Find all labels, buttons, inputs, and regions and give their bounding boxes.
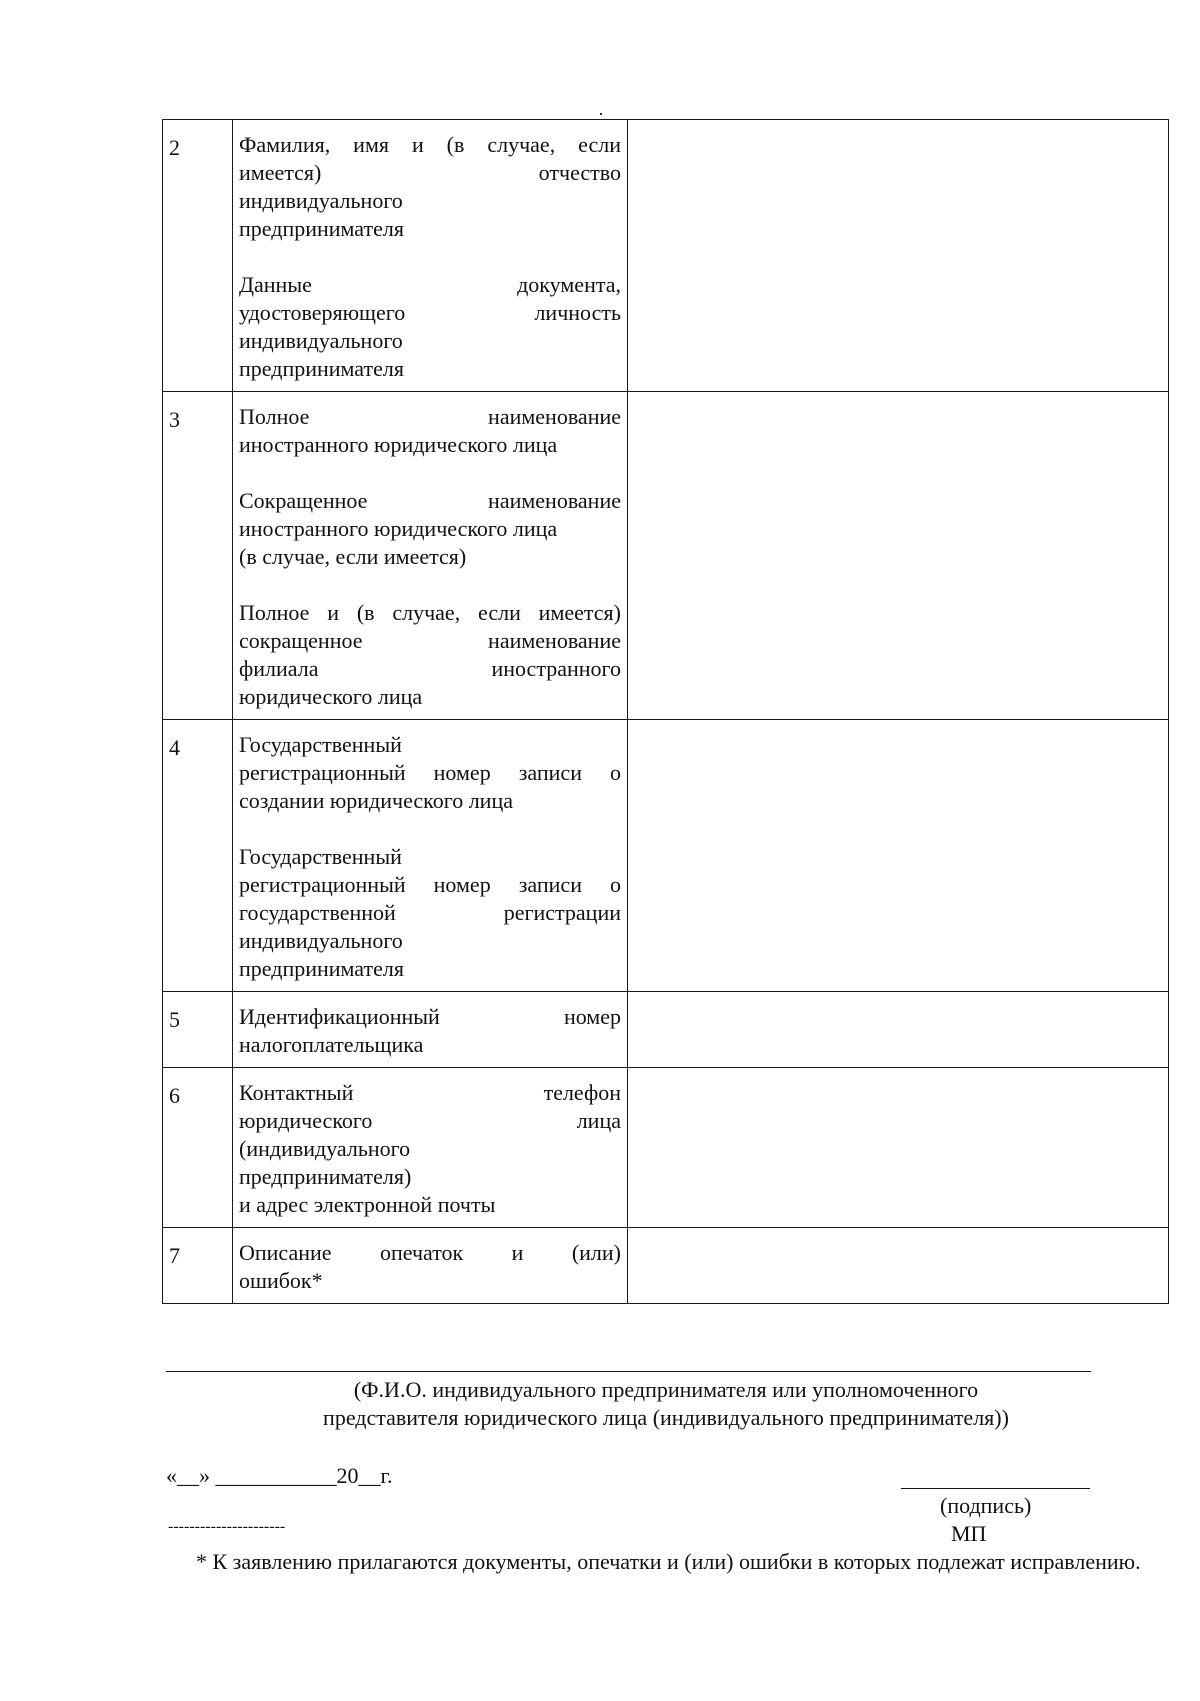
field-label-paragraph (239, 131, 621, 243)
field-label-line: индивидуального (239, 328, 403, 353)
field-label-line: (в случае, если имеется) (239, 544, 467, 569)
field-value-cell[interactable] (628, 1068, 1169, 1228)
field-label-cell (233, 992, 628, 1068)
field-label-line: предпринимателя (239, 356, 404, 381)
fio-caption-line-1: (Ф.И.О. индивидуального предпринимателя или уполномоченного (353, 1377, 979, 1402)
field-label-line: Полное наименование (239, 404, 621, 429)
table-row (163, 392, 1169, 720)
field-label-line: Полное и (в случае, если имеется) (239, 600, 621, 625)
field-label-line: филиала иностранного (239, 656, 621, 681)
field-label-line: удостоверяющего личность (239, 300, 621, 325)
field-label-line: Данные документа, (239, 272, 621, 297)
field-label-line: и адрес электронной почты (239, 1192, 496, 1217)
row-number: 6 (163, 1068, 233, 1228)
field-label-line: предпринимателя (239, 956, 404, 981)
field-label-line: налогоплательщика (239, 1032, 424, 1057)
fio-signature-line (166, 1371, 1091, 1372)
row-number: 5 (163, 992, 233, 1068)
field-label-line: предпринимателя) (239, 1164, 412, 1189)
field-label-paragraph (239, 1003, 621, 1059)
field-label-line: индивидуального (239, 928, 403, 953)
field-label-line: юридического лица (239, 1108, 621, 1133)
field-label-cell (233, 392, 628, 720)
correction-request-table (162, 119, 1169, 1304)
table-row (163, 120, 1169, 392)
field-label-paragraph (239, 843, 621, 983)
fio-caption-line-2: представителя юридического лица (индивидуального предпринимателя)) (323, 1405, 1009, 1430)
table-row (163, 720, 1169, 992)
field-label-cell (233, 720, 628, 992)
table-row (163, 1228, 1169, 1304)
signature-label: (подпись) (940, 1493, 1032, 1518)
field-label-cell (233, 120, 628, 392)
field-label-line: Фамилия, имя и (в случае, если (239, 132, 621, 157)
fio-caption (166, 1376, 1166, 1432)
row-number: 3 (163, 392, 233, 720)
field-value-cell[interactable] (628, 1228, 1169, 1304)
field-label-line: Государственный (239, 732, 402, 757)
field-label-line: государственной регистрации (239, 900, 621, 925)
field-label-line: Государственный (239, 844, 402, 869)
stamp-label: МП (951, 1521, 987, 1546)
field-label-line: иностранного юридического лица (239, 516, 558, 541)
field-label-paragraph (239, 271, 621, 383)
field-label-line: Описание опечаток и (или) (239, 1240, 621, 1265)
table-row (163, 992, 1169, 1068)
field-label-line: Идентификационный номер (239, 1004, 621, 1029)
field-label-line: индивидуального (239, 188, 403, 213)
field-label-paragraph (239, 599, 621, 711)
date-field: «__» ___________20__г. (166, 1463, 393, 1488)
field-label-line: иностранного юридического лица (239, 432, 558, 457)
field-label-line: сокращенное наименование (239, 628, 621, 653)
field-label-line: регистрационный номер записи о (239, 872, 621, 897)
field-value-cell[interactable] (628, 720, 1169, 992)
field-label-line: имеется) отчество (239, 160, 621, 185)
footnote-text: * К заявлению прилагаются документы, опечатки и (или) ошибки в которых подлежат исправлению. (196, 1549, 1141, 1574)
field-label-line: ошибок* (239, 1268, 323, 1293)
field-label-line: Сокращенное наименование (239, 488, 621, 513)
field-label-line: (индивидуального (239, 1136, 411, 1161)
table-row (163, 1068, 1169, 1228)
row-number: 7 (163, 1228, 233, 1304)
signature-line (901, 1488, 1090, 1489)
field-label-paragraph (239, 1239, 621, 1295)
field-label-line: предпринимателя (239, 216, 404, 241)
field-label-paragraph (239, 487, 621, 571)
field-label-line: юридического лица (239, 684, 423, 709)
field-label-line: Контактный телефон (239, 1080, 621, 1105)
field-value-cell[interactable] (628, 992, 1169, 1068)
field-label-cell (233, 1228, 628, 1304)
row-number: 4 (163, 720, 233, 992)
field-label-line: создании юридического лица (239, 788, 513, 813)
row-number: 2 (163, 120, 233, 392)
field-value-cell[interactable] (628, 392, 1169, 720)
field-value-cell[interactable] (628, 120, 1169, 392)
field-label-cell (233, 1068, 628, 1228)
field-label-paragraph (239, 403, 621, 459)
scan-dot (600, 113, 602, 115)
field-label-line: регистрационный номер записи о (239, 760, 621, 785)
footnote-separator: ---------------------- (168, 1518, 286, 1535)
field-label-paragraph (239, 1079, 621, 1219)
field-label-paragraph (239, 731, 621, 815)
